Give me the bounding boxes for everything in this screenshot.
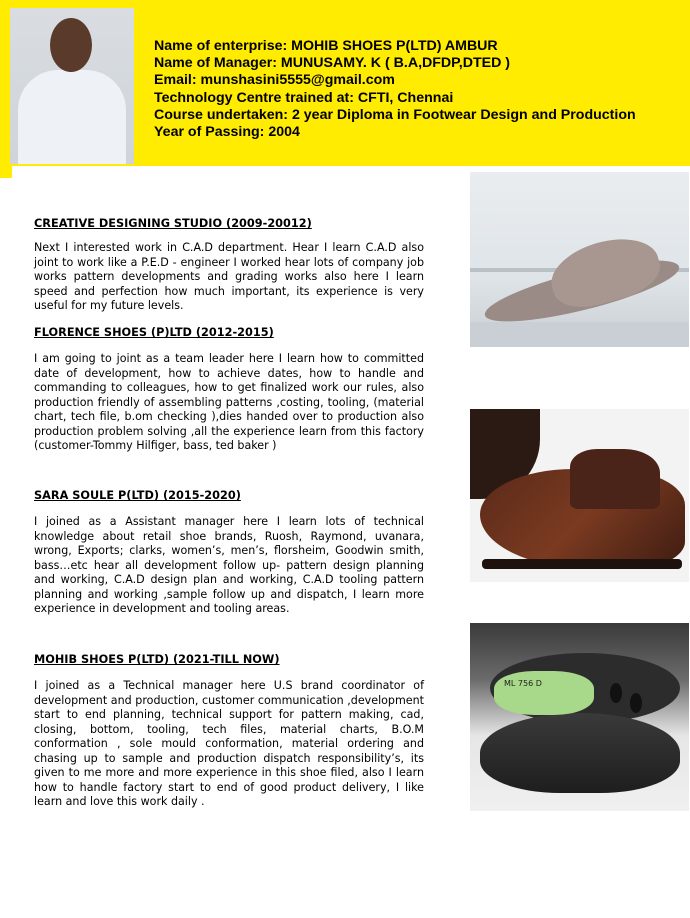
technology-centre: Technology Centre trained at: CFTI, Chennai: [154, 89, 454, 106]
boot-photo: [470, 409, 689, 582]
manager-name: Name of Manager: MUNUSAMY. K ( B.A,DFDP,DTED ): [154, 55, 511, 72]
photo-face: [50, 18, 92, 72]
section-title: MOHIB SHOES P(LTD) (2021-TILL NOW): [34, 653, 280, 666]
header-info: [154, 38, 636, 141]
section-body: I joined as a Technical manager here U.S brand coordinator of development and production, customer communication ,development start to end planning, technical support for pattern making, cad, closing, bottom, tooling, tech files, material charts, B.O.M conformation , sole mould conformation, material ordering and chasing up to sample and production dispatch responsibility’s, its given to me more and more experience in this shoe filed, also I learn how to handle factory start to end of good product delivery, I like learn and love this work daily .: [34, 679, 424, 808]
enterprise-name: Name of enterprise: MOHIB SHOES P(LTD) AMBUR: [154, 38, 498, 54]
section-title: FLORENCE SHOES (P)LTD (2012-2015): [34, 326, 274, 339]
tassel: [610, 683, 622, 703]
section-body: I am going to joint as a team leader here I learn how to committed date of development, how to achieve dates, how to handle and commanding to colleagues, how to get finalized work our rules, also production friendly of assembling patterns ,costing, tooling, (material chart, tech file, b.om checking ),dies handed over to production also production problem solving ,all the experience learn from this factory (customer-Tommy Hilfiger, bass, ted baker ): [34, 352, 424, 452]
last-label: ML 756 D: [504, 679, 542, 688]
boot-sole: [482, 559, 682, 569]
tassel: [630, 693, 642, 713]
loafer-photo: [470, 623, 689, 811]
boot-shaft: [570, 449, 660, 509]
email: Email: munshasini5555@gmail.com: [154, 72, 395, 89]
section-body: Next I interested work in C.A.D department. Hear I learn C.A.D also joint to work like a P.E.D - engineer I worked hear lots of company job works pattern developments and grading works also here I learn speed and perfection how much important, its experience is very useful for my future levels.: [34, 241, 424, 312]
shoe-last: [494, 671, 594, 715]
sandal-strap: [544, 228, 666, 316]
course: Course undertaken: 2 year Diploma in Footwear Design and Production: [154, 106, 636, 123]
sandal-photo: [470, 172, 689, 347]
shelf-below: [470, 322, 689, 347]
section-title: SARA SOULE P(LTD) (2015-2020): [34, 489, 241, 502]
photo-shirt: [18, 70, 126, 164]
year-of-passing: Year of Passing: 2004: [154, 124, 300, 141]
manager-photo: [10, 8, 134, 164]
section-title: CREATIVE DESIGNING STUDIO (2009-20012): [34, 217, 312, 230]
section-body: I joined as a Assistant manager here I learn lots of technical knowledge about retail shoe brands, Ruosh, Raymond, uvanara, wrong, Exports; clarks, women’s, men’s, florsheim, Goodwin smith, bass…etc hear all development follow up- pattern design planning and working, C.A.D design plan and working, C.A.D tooling pattern planning and working ,sample follow up and dispatch, I learn more experience in development and tooling areas.: [34, 515, 424, 615]
loafer-front: [480, 713, 680, 793]
